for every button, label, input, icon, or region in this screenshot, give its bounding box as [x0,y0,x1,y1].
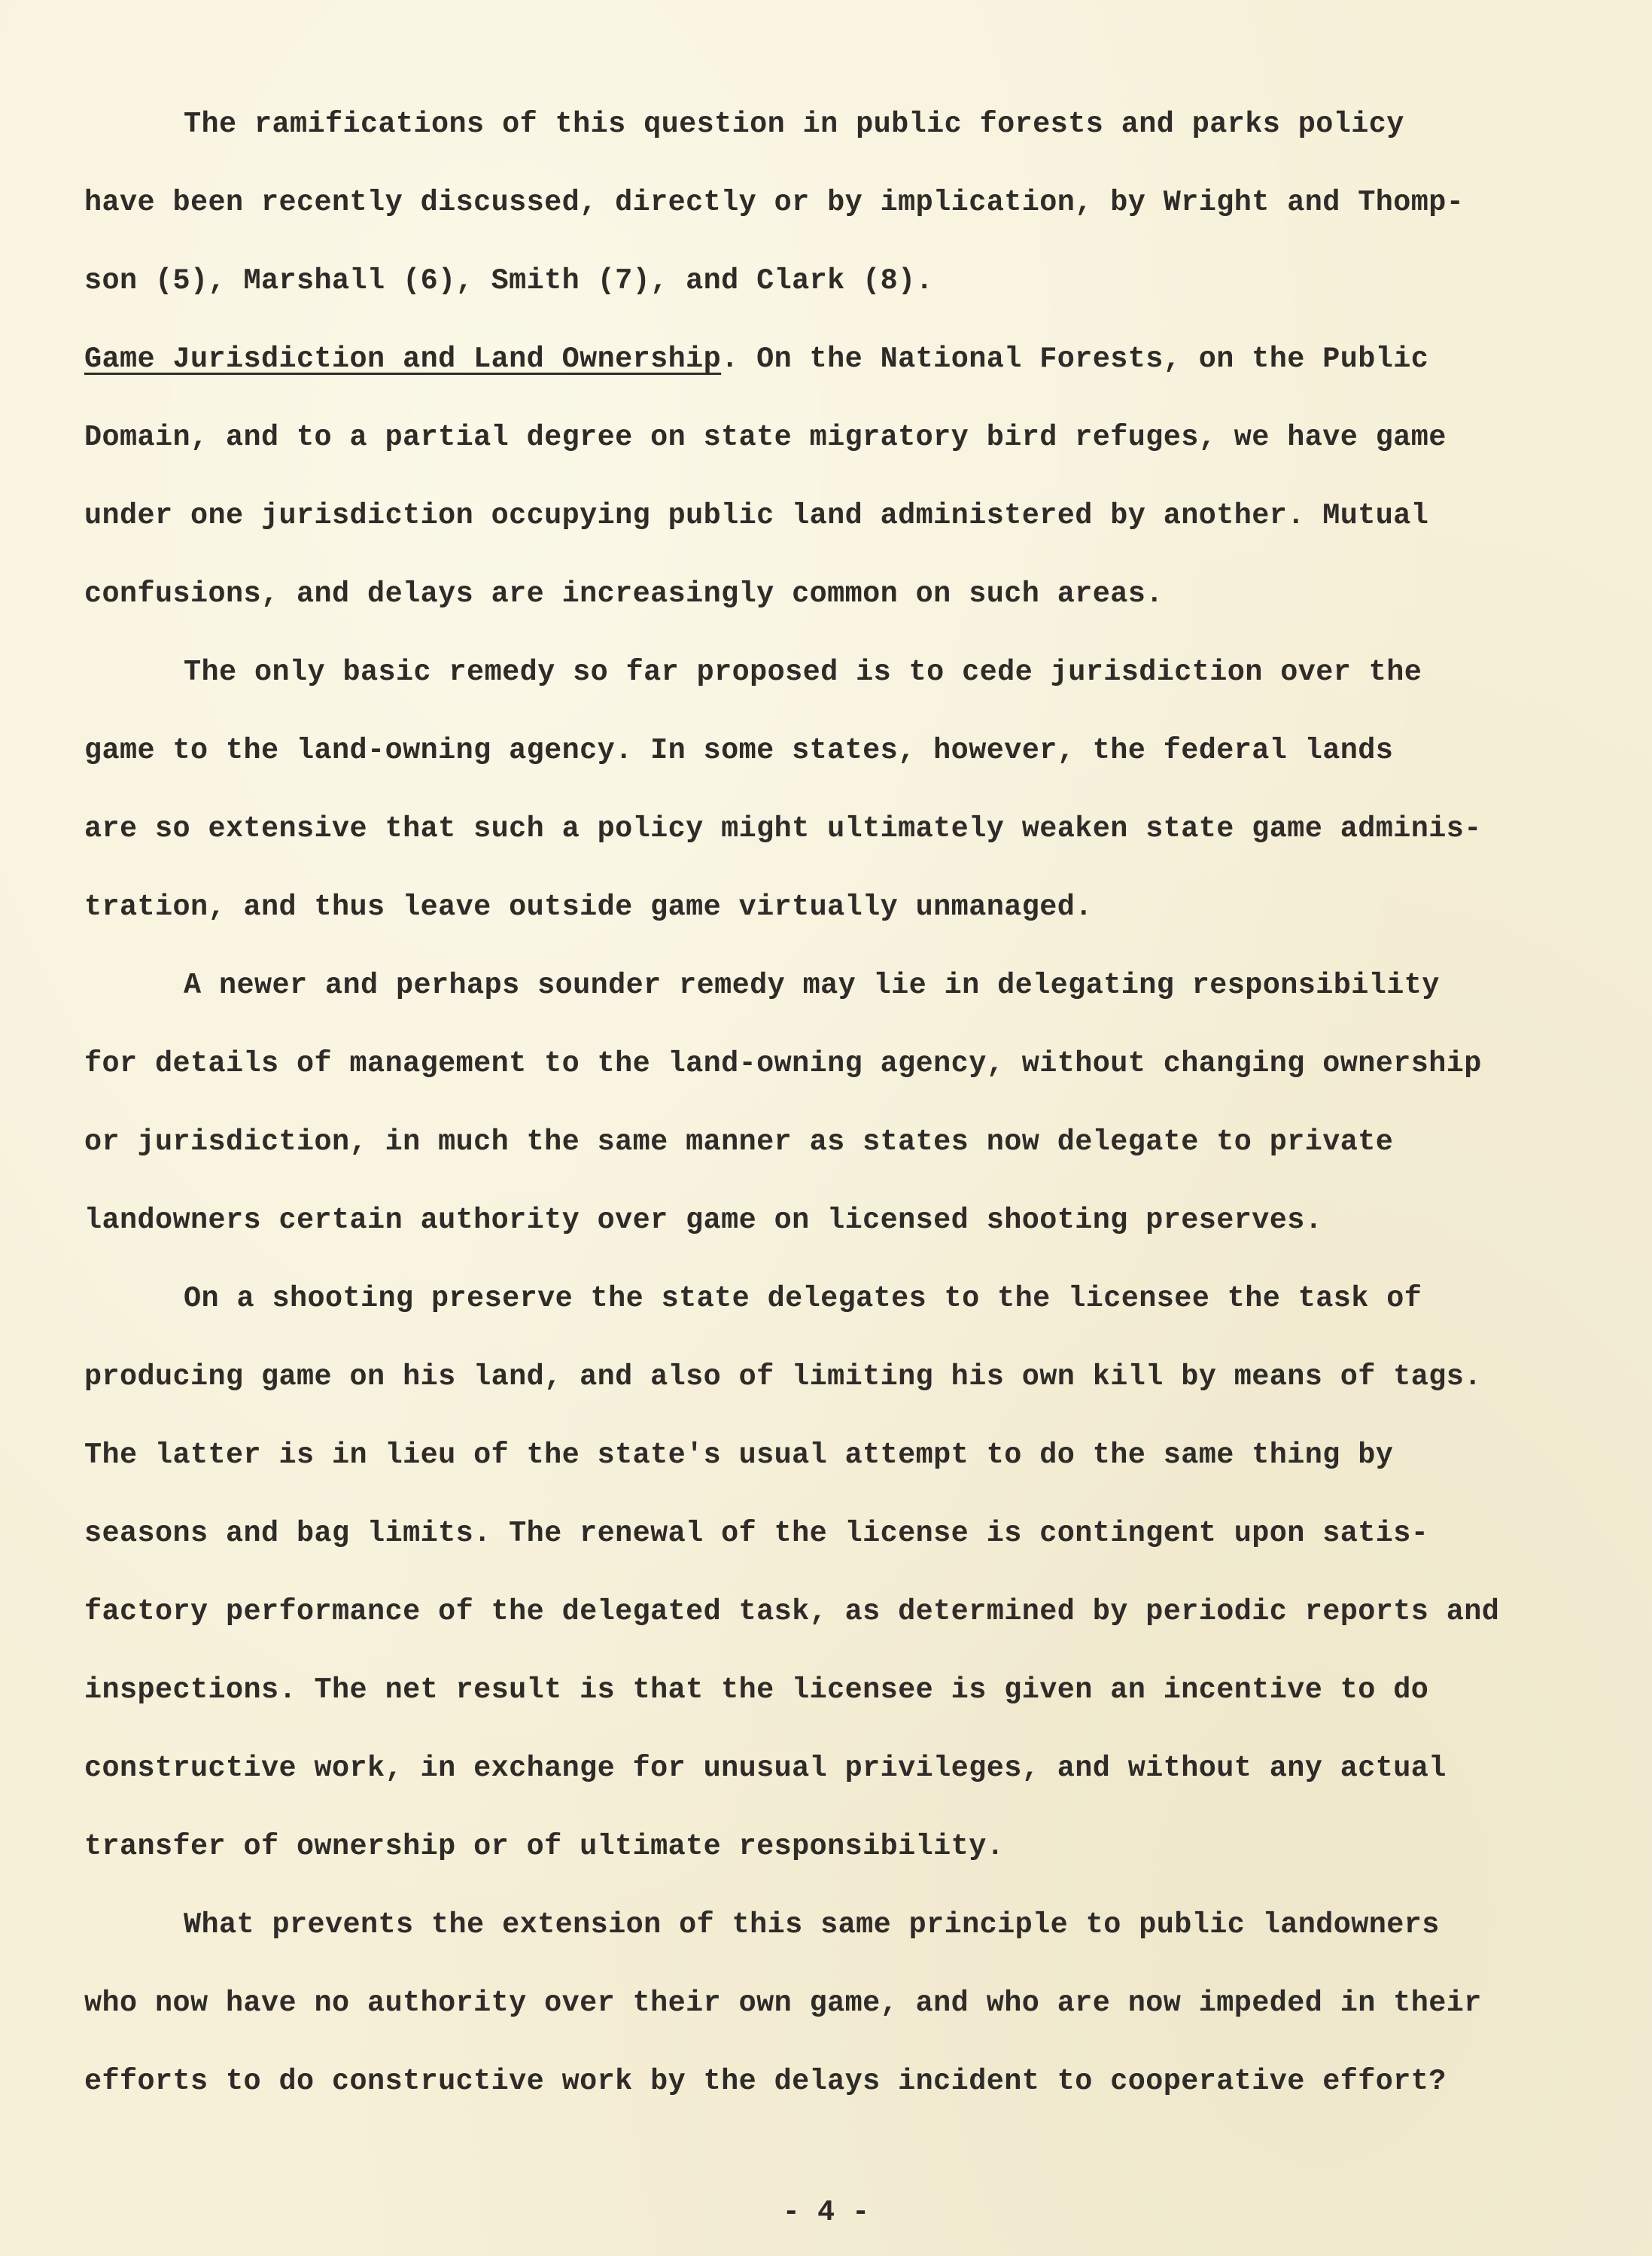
text-line: or jurisdiction, in much the same manner as states now delegate to private [84,1125,1394,1158]
text-line: factory performance of the delegated task, as determined by periodic reports and [84,1595,1500,1628]
text-line: efforts to do constructive work by the delays incident to cooperative effort? [84,2065,1447,2098]
text-line: son (5), Marshall (6), Smith (7), and Clark (8). [84,264,934,297]
text-line: Domain, and to a partial degree on state migratory bird refuges, we have game [84,421,1447,454]
text-line: game to the land-owning agency. In some states, however, the federal lands [84,734,1394,767]
text-line: The ramifications of this question in public forests and parks policy [184,108,1404,141]
text-line: A newer and perhaps sounder remedy may lie in delegating responsibility [184,969,1440,1002]
text-line: who now have no authority over their own game, and who are now impeded in their [84,1987,1482,2020]
text-line: producing game on his land, and also of limiting his own kill by means of tags. [84,1360,1482,1393]
text-line: On a shooting preserve the state delegates to the licensee the task of [184,1282,1422,1315]
text-line-rest: . On the National Forests, on the Public [721,343,1429,376]
text-line: transfer of ownership or of ultimate responsibility. [84,1830,1005,1863]
text-line: The only basic remedy so far proposed is to cede jurisdiction over the [184,656,1422,689]
section-heading: Game Jurisdiction and Land Ownership [84,343,722,376]
text-line: constructive work, in exchange for unusual privileges, and without any actual [84,1752,1447,1785]
text-line: seasons and bag limits. The renewal of the license is contingent upon satis- [84,1517,1429,1550]
text-line: landowners certain authority over game on licensed shooting preserves. [84,1204,1323,1237]
text-line: tration, and thus leave outside game virtually unmanaged. [84,891,1093,924]
text-line: confusions, and delays are increasingly common on such areas. [84,577,1164,610]
text-line [84,343,1582,421]
text-line: for details of management to the land-owning agency, without changing ownership [84,1047,1482,1080]
text-line: The latter is in lieu of the state's usual attempt to do the same thing by [84,1439,1394,1472]
page-number: - 4 - [782,2196,870,2229]
text-line: under one jurisdiction occupying public land administered by another. Mutual [84,499,1429,532]
text-line: inspections. The net result is that the licensee is given an incentive to do [84,1673,1429,1706]
text-line: are so extensive that such a policy might ultimately weaken state game adminis- [84,812,1482,845]
text-line: have been recently discussed, directly or by implication, by Wright and Thomp- [84,186,1465,219]
document-body [84,108,1582,2143]
text-line: What prevents the extension of this same principle to public landowners [184,1908,1440,1941]
